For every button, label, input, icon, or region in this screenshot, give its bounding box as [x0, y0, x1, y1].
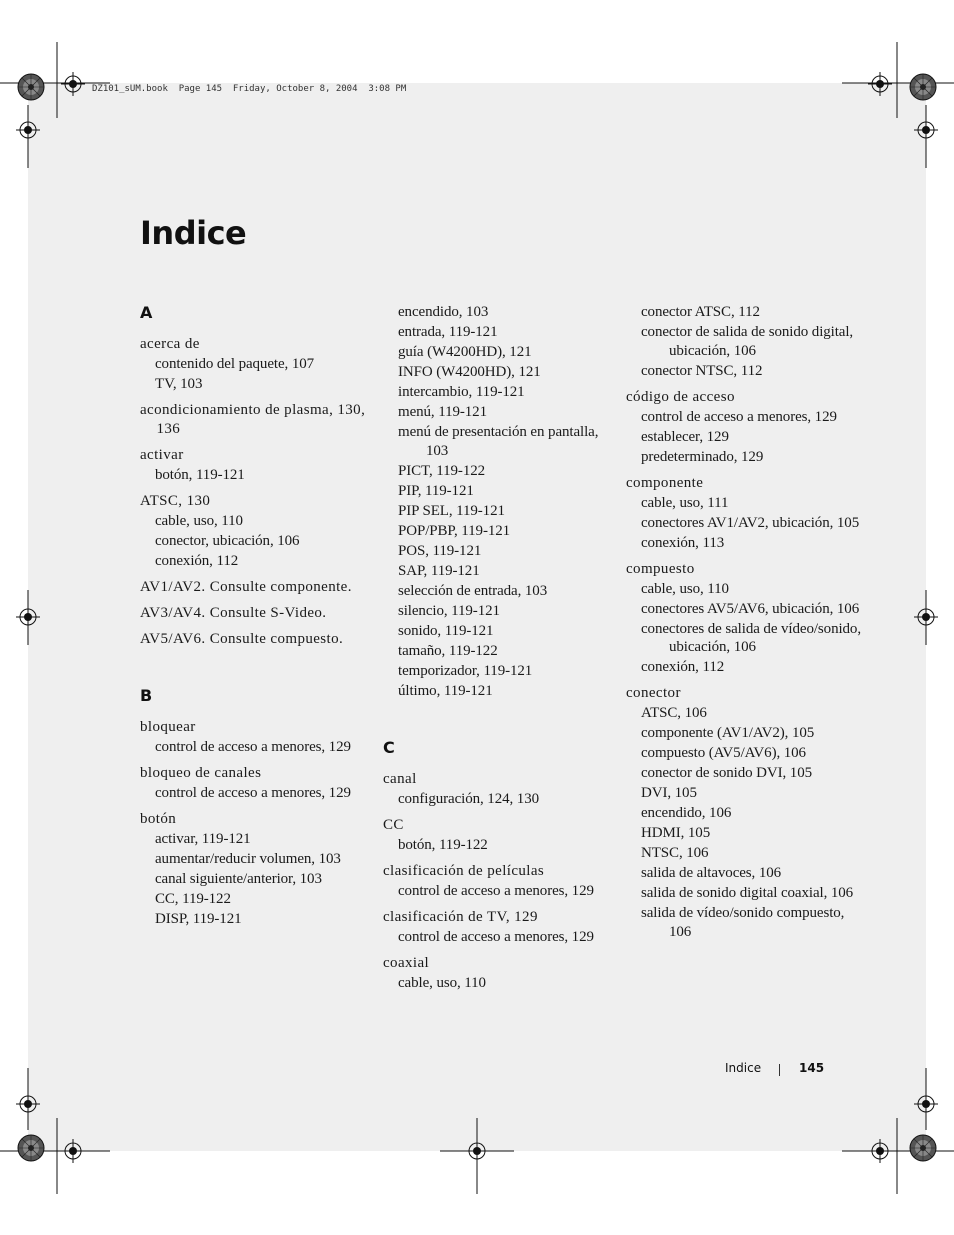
index-entry: [383, 770, 618, 809]
footer-separator: [779, 1064, 780, 1076]
index-subentry: guía (W4200HD), 121: [398, 344, 532, 360]
page-title: Indice: [140, 214, 247, 252]
index-subentry: POP/PBP, 119-121: [398, 522, 511, 539]
print-slug: DZ101_sUM.book Page 145 Friday, October 8, 2004 3:08 PM: [92, 84, 407, 94]
index-subentry: PICT, 119-122: [398, 462, 486, 479]
index-term: compuesto: [626, 560, 695, 577]
index-subentry: INFO (W4200HD), 121: [398, 364, 541, 380]
index-subentry: canal siguiente/anterior, 103: [155, 871, 322, 887]
index-entry: [383, 816, 618, 855]
index-subentry: configuración, 124, 130: [398, 791, 539, 807]
index-term: bloqueo de canales: [140, 765, 262, 781]
index-subentry: menú de presentación en pantalla, 103: [398, 424, 599, 459]
index-term: AV5/AV6. Consulte compuesto.: [140, 630, 344, 647]
index-subentry: conector de salida de sonido digital, ubicación, 106: [641, 324, 854, 359]
index-subentry: control de acceso a menores, 129: [398, 883, 594, 899]
index-column-1: [140, 303, 375, 936]
index-entry: [383, 862, 618, 901]
index-subentry: conexión, 112: [641, 659, 725, 675]
index-subentry: tamaño, 119-122: [398, 642, 498, 659]
index-entry: [626, 388, 861, 467]
index-entry: [140, 764, 375, 803]
index-subentry: conexión, 112: [155, 552, 239, 569]
index-subentry: DVI, 105: [641, 785, 697, 801]
index-term: botón: [140, 811, 177, 827]
index-entry: [140, 492, 375, 571]
index-entry: [140, 578, 375, 597]
index-subentry: compuesto (AV5/AV6), 106: [641, 745, 806, 761]
index-entry: [626, 474, 861, 553]
index-entry: [140, 810, 375, 929]
index-subentry: control de acceso a menores, 129: [155, 739, 351, 755]
footer-section-label: Indice: [725, 1061, 762, 1075]
index-subentry: cable, uso, 111: [641, 494, 729, 511]
index-term: canal: [383, 771, 417, 787]
index-subentry: aumentar/reducir volumen, 103: [155, 851, 341, 867]
index-column-2: [383, 303, 618, 1000]
index-subentry: predeterminado, 129: [641, 448, 764, 465]
index-subentry: conector, ubicación, 106: [155, 532, 300, 549]
index-entry: [140, 718, 375, 757]
index-subentry: conexión, 113: [641, 534, 725, 551]
index-subentry: control de acceso a menores, 129: [155, 785, 351, 801]
index-subentry: activar, 119-121: [155, 831, 251, 847]
index-subentry: cable, uso, 110: [155, 512, 243, 529]
index-subentry: componente (AV1/AV2), 105: [641, 725, 815, 741]
index-subentry: PIP SEL, 119-121: [398, 502, 505, 519]
index-entry: [626, 684, 861, 941]
index-subentry: ATSC, 106: [641, 705, 707, 721]
index-subentry: POS, 119-121: [398, 542, 482, 559]
index-subentry: temporizador, 119-121: [398, 662, 533, 679]
index-term: AV3/AV4. Consulte S-Video.: [140, 604, 327, 621]
index-subentry: entrada, 119-121: [398, 324, 498, 340]
index-subentry: conector NTSC, 112: [641, 362, 763, 379]
index-entry: [140, 604, 375, 623]
index-subentry: control de acceso a menores, 129: [398, 929, 594, 945]
index-subentry: cable, uso, 110: [398, 975, 486, 991]
index-term: clasificación de películas: [383, 863, 545, 879]
index-term: componente: [626, 474, 704, 491]
index-term: clasificación de TV, 129: [383, 909, 538, 925]
index-term: coaxial: [383, 955, 430, 971]
index-letter-heading: C: [383, 738, 395, 757]
index-subentry: selección de entrada, 103: [398, 582, 548, 599]
index-subentry: SAP, 119-121: [398, 562, 480, 579]
index-subentry: conectores AV5/AV6, ubicación, 106: [641, 600, 860, 617]
index-subentry: último, 119-121: [398, 682, 493, 699]
index-entry: [140, 335, 375, 394]
index-subentry: botón, 119-121: [155, 466, 245, 483]
index-entry: [140, 446, 375, 485]
index-subentry: salida de sonido digital coaxial, 106: [641, 885, 854, 901]
index-subentry: PIP, 119-121: [398, 482, 474, 499]
index-term: bloquear: [140, 719, 196, 735]
index-subentry: NTSC, 106: [641, 845, 709, 861]
index-entry: [383, 954, 618, 993]
index-entry: [140, 401, 375, 438]
index-term: activar: [140, 446, 184, 463]
index-subentry: conector de sonido DVI, 105: [641, 765, 813, 781]
index-entry: [626, 303, 861, 380]
index-subentry: botón, 119-122: [398, 837, 488, 853]
index-term: AV1/AV2. Consulte componente.: [140, 578, 352, 595]
index-subentry: TV, 103: [155, 376, 203, 392]
index-subentry: salida de altavoces, 106: [641, 865, 782, 881]
index-entry: [383, 303, 618, 700]
index-column-3: [626, 303, 861, 949]
index-subentry: encendido, 106: [641, 805, 732, 821]
index-letter-heading: B: [140, 686, 153, 705]
index-subentry: conectores de salida de vídeo/sonido, ubicación, 106: [641, 620, 861, 655]
index-term: CC: [383, 817, 404, 833]
index-term: conector: [626, 685, 681, 701]
index-letter-heading: A: [140, 303, 153, 322]
index-subentry: silencio, 119-121: [398, 602, 500, 619]
index-entry: [140, 630, 375, 649]
index-subentry: establecer, 129: [641, 428, 729, 445]
index-subentry: menú, 119-121: [398, 404, 487, 420]
index-subentry: salida de vídeo/sonido compuesto, 106: [641, 905, 845, 940]
index-subentry: encendido, 103: [398, 304, 489, 320]
index-term: acerca de: [140, 336, 200, 352]
index-subentry: CC, 119-122: [155, 891, 231, 907]
index-term: acondicionamiento de plasma, 130, 136: [140, 402, 366, 437]
index-subentry: DISP, 119-121: [155, 911, 242, 927]
index-subentry: contenido del paquete, 107: [155, 356, 315, 372]
page-number: 145: [799, 1061, 825, 1075]
index-subentry: cable, uso, 110: [641, 580, 729, 597]
index-term: código de acceso: [626, 388, 735, 405]
index-subentry: control de acceso a menores, 129: [641, 408, 837, 425]
index-subentry: conector ATSC, 112: [641, 304, 760, 320]
index-term: ATSC, 130: [140, 492, 211, 509]
index-entry: [383, 908, 618, 947]
index-subentry: intercambio, 119-121: [398, 384, 525, 400]
index-subentry: conectores AV1/AV2, ubicación, 105: [641, 514, 860, 531]
index-entry: [626, 560, 861, 677]
index-subentry: HDMI, 105: [641, 825, 711, 841]
index-subentry: sonido, 119-121: [398, 622, 494, 639]
